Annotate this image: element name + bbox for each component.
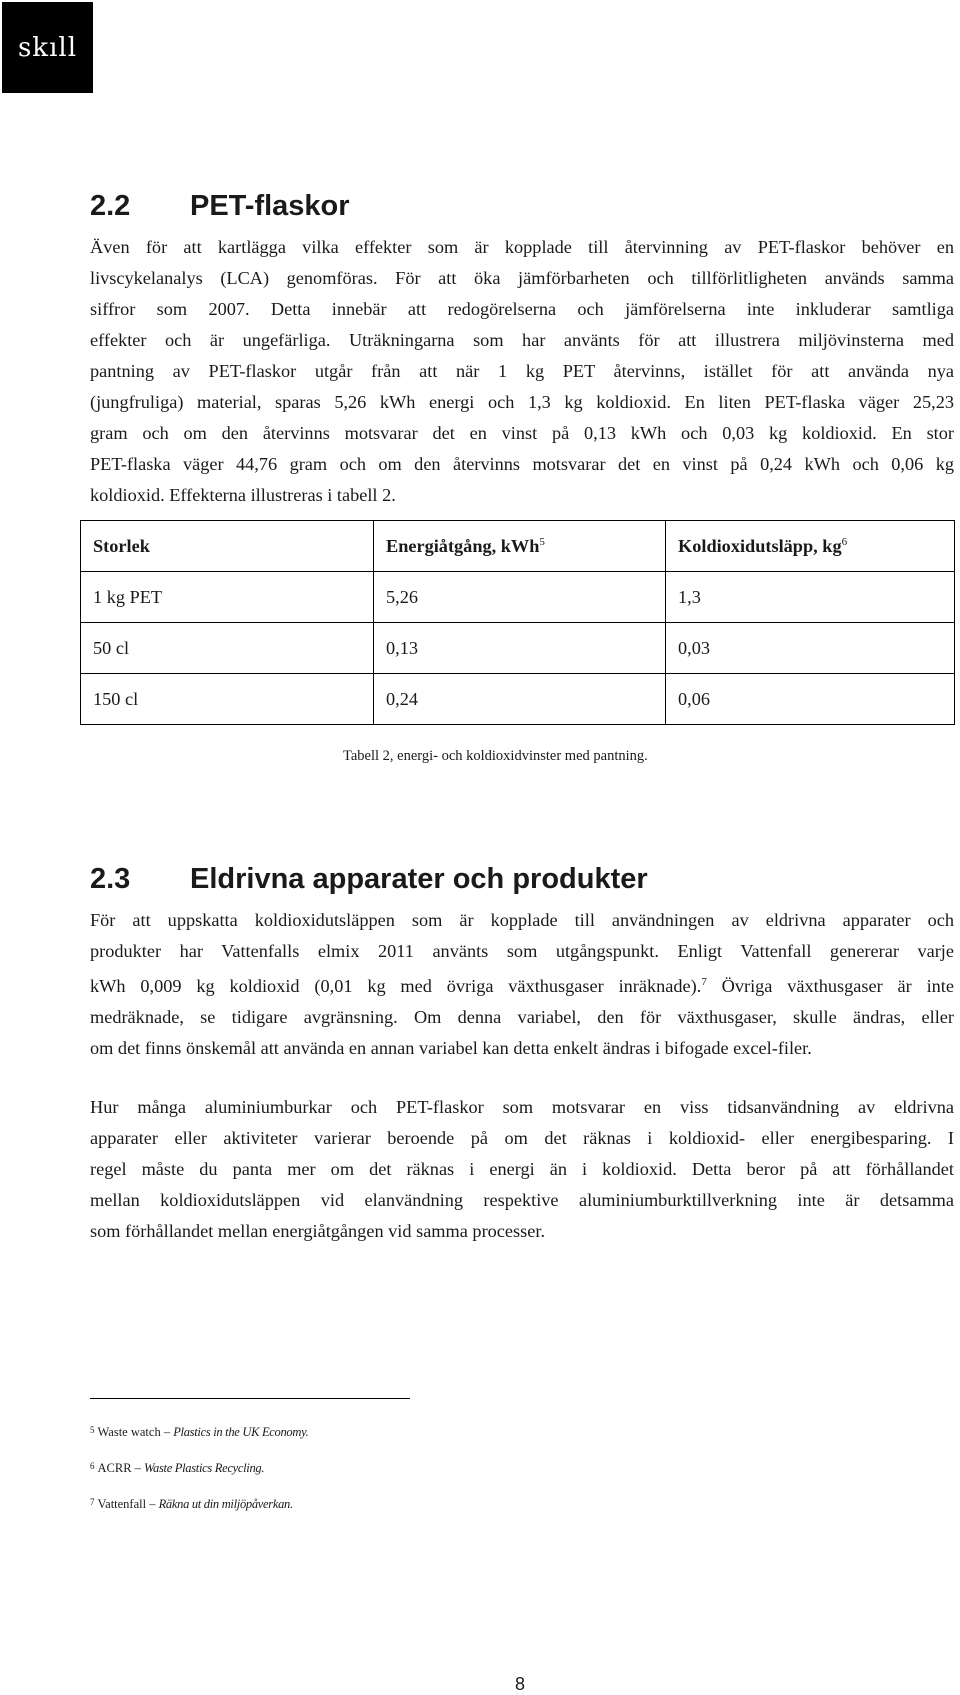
footnote-5: $^5$ Waste watch – Plastics in the UK Economy. — [90, 1425, 309, 1439]
table-cell: 5,26 — [374, 572, 666, 623]
paragraph-line: medräknade, se tidigare avgränsning. Om denna variabel, den för växthusgaser, skulle ändras, eller — [90, 1007, 954, 1027]
footnote-ref: 7 — [701, 976, 707, 988]
paragraph-line: siffror som 2007. Detta innebär att redogörelserna och jämförelserna inte inkluderar samtliga — [90, 299, 954, 319]
paragraph-line: kWh 0,009 kg koldioxid (0,01 kg med övriga växthusgaser inräknade).$^7$ Övriga växthusgaser är inte — [90, 976, 954, 996]
table-cell: 0,13 — [374, 623, 666, 674]
table-cell: 0,06 — [666, 674, 955, 725]
section-title: PET-flaskor — [190, 190, 350, 222]
paragraph-line: pantning av PET-flaskor utgår från att när 1 kg PET återvinns, istället för att använda nya — [90, 361, 954, 381]
table-row — [81, 572, 955, 623]
electric-devices-paragraph — [90, 905, 954, 1064]
paragraph-line: regel måste du panta mer om det räknas i energi än i koldioxid. Detta beror på att förhållandet — [90, 1159, 954, 1179]
paragraph-line: som förhållandet mellan energiåtgången vid samma processer. — [90, 1221, 546, 1241]
table-header-cell: Energiåtgång, kWh$^5$ — [374, 521, 666, 572]
paragraph-line: livscykelanalys (LCA) genomföras. För att öka jämförbarheten och tillförlitligheten används samma — [90, 268, 954, 288]
table-header-cell: Storlek — [81, 521, 374, 572]
logo-text: skıll — [17, 32, 78, 63]
cans-bottles-paragraph — [90, 1092, 954, 1247]
section-number: 2.3 — [90, 863, 131, 895]
skill-logo — [2, 2, 93, 93]
table-cell: 50 cl — [81, 623, 374, 674]
paragraph-line: apparater eller aktiviteter varierar beroende på om det räknas i koldioxid- eller energibesparing. I — [90, 1128, 954, 1148]
section-heading-2-3 — [90, 863, 648, 896]
table-cell: 0,24 — [374, 674, 666, 725]
paragraph-line: om det finns önskemål att använda en annan variabel kan detta enkelt ändras i bifogade excel-filer. — [90, 1038, 812, 1058]
paragraph-line: koldioxid. Effekterna illustreras i tabell 2. — [90, 485, 396, 505]
footnote-6: $^6$ ACRR – Waste Plastics Recycling. — [90, 1461, 265, 1475]
pet-paragraph — [90, 232, 954, 511]
footnote-7: $^7$ Vattenfall – Räkna ut din miljöpåverkan. — [90, 1497, 293, 1511]
footnote-ref: 6 — [841, 535, 848, 548]
paragraph-line: gram och om den återvinns motsvarar det en vinst på 0,13 kWh och 0,03 kg koldioxid. En stor — [90, 423, 954, 443]
paragraph-line: (jungfruliga) material, sparas 5,26 kWh energi och 1,3 kg koldioxid. En liten PET-flaska väger 25,23 — [90, 392, 954, 412]
paragraph-line: Även för att kartlägga vilka effekter som är kopplade till återvinning av PET-flaskor behöver en — [90, 237, 954, 257]
section-heading-2-2 — [90, 190, 350, 223]
section-title: Eldrivna apparater och produkter — [190, 863, 648, 895]
table-cell: 1 kg PET — [81, 572, 374, 623]
section-number: 2.2 — [90, 190, 131, 222]
table-row — [81, 674, 955, 725]
table-cell: 0,03 — [666, 623, 955, 674]
footnote-divider — [90, 1398, 410, 1399]
paragraph-line: För att uppskatta koldioxidutsläppen som är kopplade till användningen av eldrivna apparater och — [90, 910, 954, 930]
table-cell: 150 cl — [81, 674, 374, 725]
paragraph-line: effekter och är ungefärliga. Uträkningarna som har använts för att illustrera miljövinsterna med — [90, 330, 954, 350]
table-header-cell: Koldioxidutsläpp, $kg^6$ — [666, 521, 955, 572]
page-number: 8 — [515, 1674, 526, 1694]
paragraph-line: PET-flaska väger 44,76 gram och om den återvinns motsvarar det en vinst på 0,24 kWh och 0,06 kg — [90, 454, 954, 474]
table-caption: Tabell 2, energi- och koldioxidvinster med pantning. — [343, 748, 648, 764]
table-header-row — [81, 521, 955, 572]
pet-savings-table — [80, 520, 955, 725]
table-row — [81, 623, 955, 674]
footnote-ref: 5 — [539, 535, 545, 548]
paragraph-line: mellan koldioxidutsläppen vid elanvändning respektive aluminiumburktillverkning inte är detsamma — [90, 1190, 954, 1210]
paragraph-line: produkter har Vattenfalls elmix 2011 använts som utgångspunkt. Enligt Vattenfall genererar varje — [90, 941, 954, 961]
table-cell: 1,3 — [666, 572, 955, 623]
paragraph-line: Hur många aluminiumburkar och PET-flaskor som motsvarar en viss tidsanvändning av eldrivna — [90, 1097, 954, 1117]
